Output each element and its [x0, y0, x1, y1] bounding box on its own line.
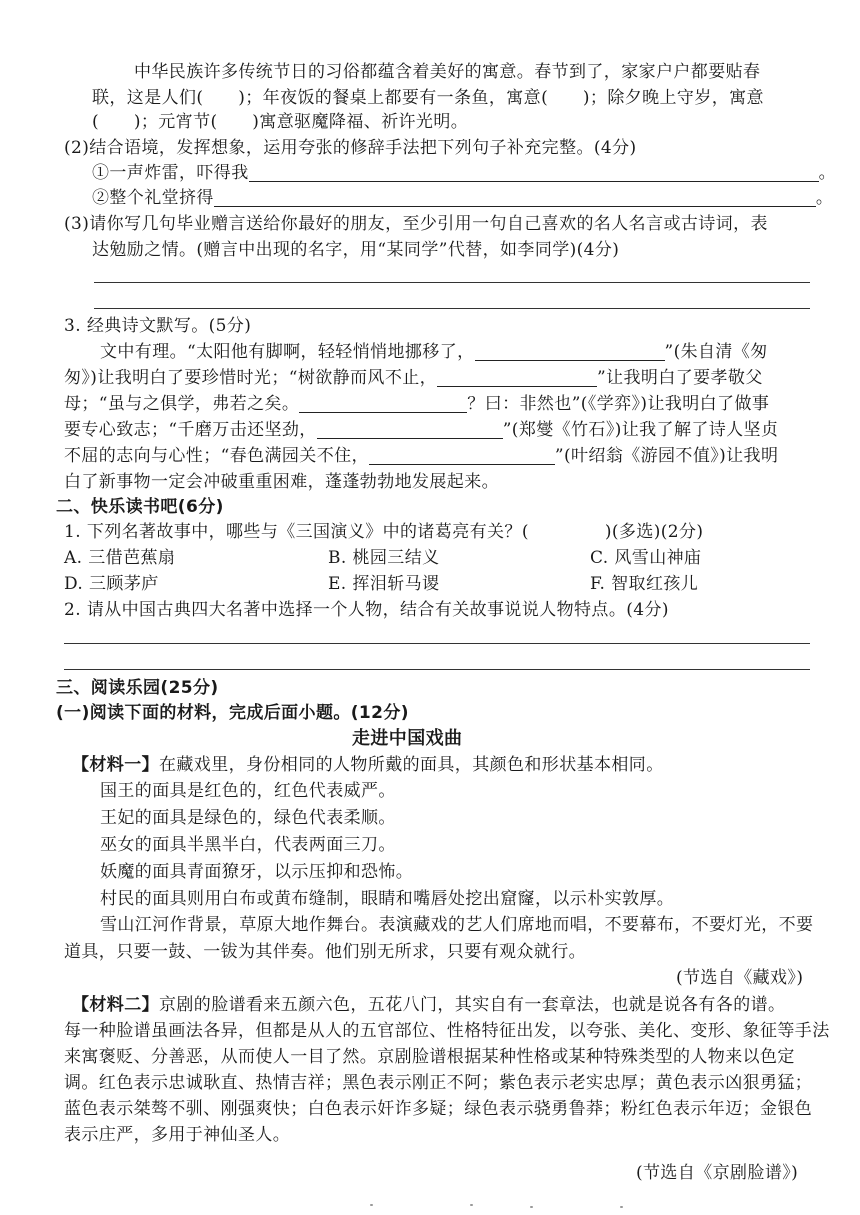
poem-line-2-a: 匆》)让我明白了要珍惜时光；“树欲静而风不止，: [64, 368, 438, 388]
q2-item-b-text: ②整个礼堂挤得: [92, 188, 214, 208]
poem-line-5: [64, 444, 778, 468]
poem-line-3: [64, 392, 769, 416]
poem-line-4-a: 要专心致志；“千磨万击还坚劲，: [64, 420, 317, 440]
material-1-text-0: 在藏戏里，身份相同的人物所戴的面具，其颜色和形状基本相同。: [159, 755, 664, 775]
q2-item-b-end: 。: [815, 188, 834, 208]
material-1-line-8: 道具，只要一鼓、一钹为其伴奏。他们别无所求，只要有观众就行。: [64, 942, 586, 962]
part2-heading: 二、快乐读书吧(6分): [56, 497, 224, 517]
option-a[interactable]: A. 三借芭蕉扇: [64, 548, 176, 568]
part2-q1-b: )(多选)(2分): [604, 522, 704, 542]
sec3-heading: 3. 经典诗文默写。(5分): [64, 316, 252, 336]
material-1-tag: 【材料一】: [72, 755, 159, 775]
part2-q1: [64, 520, 703, 544]
option-d[interactable]: D. 三顾茅庐: [64, 574, 159, 594]
poem-line-2: [64, 366, 763, 390]
poem-line-1-a: 文中有理。“太阳他有脚啊，轻轻悄悄地挪移了，: [100, 342, 475, 362]
q3-line-2: 达勉励之情。(赠言中出现的名字，用“某同学”代替，如李同学)(4分): [92, 240, 620, 260]
poem-line-6: 白了新事物一定会冲破重重困难，蓬蓬勃勃地发展起来。: [64, 472, 499, 492]
scan-speck: [370, 1204, 373, 1206]
material-1-line-1: [72, 753, 664, 777]
part2-q2: 2. 请从中国古典四大名著中选择一个人物，结合有关故事说说人物特点。(4分): [64, 600, 669, 620]
q2-stem: (2)结合语境，发挥想象，运用夸张的修辞手法把下列句子补充完整。(4分): [64, 138, 637, 158]
poem-blank-4[interactable]: [317, 420, 503, 439]
poem-line-1-b: ”(朱自清《匆: [664, 342, 768, 362]
festival-line-3: ( )；元宵节( )寓意驱魔降福、祈许光明。: [92, 112, 469, 132]
q2-item-a-text: ①一声炸雷，吓得我: [92, 163, 249, 183]
part2-answer-line-2[interactable]: [64, 669, 810, 670]
reading-title: 走进中国戏曲: [352, 728, 463, 749]
material-1-line-5: 妖魔的面具青面獠牙，以示压抑和恐怖。: [100, 862, 414, 882]
material-2-tag: 【材料二】: [72, 995, 159, 1015]
part3-heading: 三、阅读乐园(25分): [56, 678, 219, 698]
poem-blank-1[interactable]: [475, 342, 665, 361]
part2-q1-a: 1. 下列名著故事中，哪些与《三国演义》中的诸葛亮有关？(: [64, 522, 529, 542]
scan-speck: [620, 1206, 623, 1208]
poem-blank-2[interactable]: [437, 368, 597, 387]
material-1-line-4: 巫女的面具半黑半白，代表两面三刀。: [100, 835, 396, 855]
material-2-line-6: 表示庄严，多用于神仙圣人。: [64, 1125, 291, 1145]
material-1-source: (节选自《藏戏》): [676, 968, 804, 988]
option-f[interactable]: F. 智取红孩儿: [590, 574, 699, 594]
option-b[interactable]: B. 桃园三结义: [328, 548, 440, 568]
poem-line-3-a: 母；“虽与之俱学，弗若之矣。: [64, 394, 300, 414]
q2-item-a-end: 。: [818, 163, 837, 183]
q2-item-a-blank[interactable]: [249, 163, 819, 182]
option-e[interactable]: E. 挥泪斩马谡: [328, 574, 440, 594]
material-2-line-1: [72, 993, 785, 1017]
q2-item-a: [92, 161, 836, 185]
festival-line-2: 联，这是人们( )；年夜饭的餐桌上都要有一条鱼，寓意( )；除夕晚上守岁，寓意: [92, 88, 764, 108]
poem-line-5-a: 不屈的志向与心性；“春色满园关不住，: [64, 446, 369, 466]
material-2-text-0: 京剧的脸谱看来五颜六色，五花八门，其实自有一套章法，也就是说各有各的谱。: [159, 995, 786, 1015]
q3-line-1: (3)请你写几句毕业赠言送给你最好的朋友，至少引用一句自己喜欢的名人名言或古诗词，表: [64, 214, 768, 234]
q3-answer-line-2[interactable]: [94, 308, 810, 309]
poem-blank-3[interactable]: [299, 394, 467, 413]
material-2-source: (节选自《京剧脸谱》): [636, 1163, 799, 1183]
poem-blank-5[interactable]: [369, 446, 555, 465]
material-1-line-3: 王妃的面具是绿色的，绿色代表柔顺。: [100, 808, 396, 828]
poem-line-5-b: ”(叶绍翁《游园不值》)让我明: [554, 446, 779, 466]
part3-sub-heading: (一)阅读下面的材料，完成后面小题。(12分): [56, 703, 409, 723]
material-2-line-4: 调。红色表示忠诚耿直、热情吉祥；黑色表示刚正不阿；紫色表示老实忠厚；黄色表示凶狠勇猛；: [64, 1073, 813, 1093]
poem-line-4: [64, 418, 778, 442]
material-1-line-7: 雪山江河作背景，草原大地作舞台。表演藏戏的艺人们席地而唱，不要幕布，不要灯光，不要: [100, 915, 814, 935]
part2-answer-line-1[interactable]: [64, 643, 810, 644]
material-2-line-5: 蓝色表示桀骜不驯、刚强爽快；白色表示奸诈多疑；绿色表示骁勇鲁莽；粉红色表示年迈；金银色: [64, 1099, 813, 1119]
option-c[interactable]: C. 风雪山神庙: [590, 548, 702, 568]
scan-speck: [530, 1206, 533, 1208]
q2-item-b-blank[interactable]: [214, 188, 816, 207]
q2-item-b: [92, 186, 833, 210]
material-2-line-2: 每一种脸谱虽画法各异，但都是从人的五官部位、性格特征出发，以夸张、美化、变形、象征等手法: [64, 1021, 830, 1041]
poem-line-2-b: ”让我明白了要孝敬父: [597, 368, 763, 388]
poem-line-1: [100, 340, 768, 364]
poem-line-3-b: ？曰：非然也”(《学弈》)让我明白了做事: [467, 394, 770, 414]
q3-answer-line-1[interactable]: [94, 282, 810, 283]
material-2-line-3: 来寓褒贬、分善恶，从而使人一目了然。京剧脸谱根据某种性格或某种特殊类型的人物来以色定: [64, 1047, 795, 1067]
poem-line-4-b: ”(郑燮《竹石》)让我了解了诗人坚贞: [502, 420, 779, 440]
festival-line-1: 中华民族许多传统节日的习俗都蕴含着美好的寓意。春节到了，家家户户都要贴春: [134, 62, 761, 82]
material-1-line-6: 村民的面具则用白布或黄布缝制，眼睛和嘴唇处挖出窟窿，以示朴实敦厚。: [100, 889, 675, 909]
scan-speck: [470, 1204, 473, 1206]
material-1-line-2: 国王的面具是红色的，红色代表威严。: [100, 781, 396, 801]
